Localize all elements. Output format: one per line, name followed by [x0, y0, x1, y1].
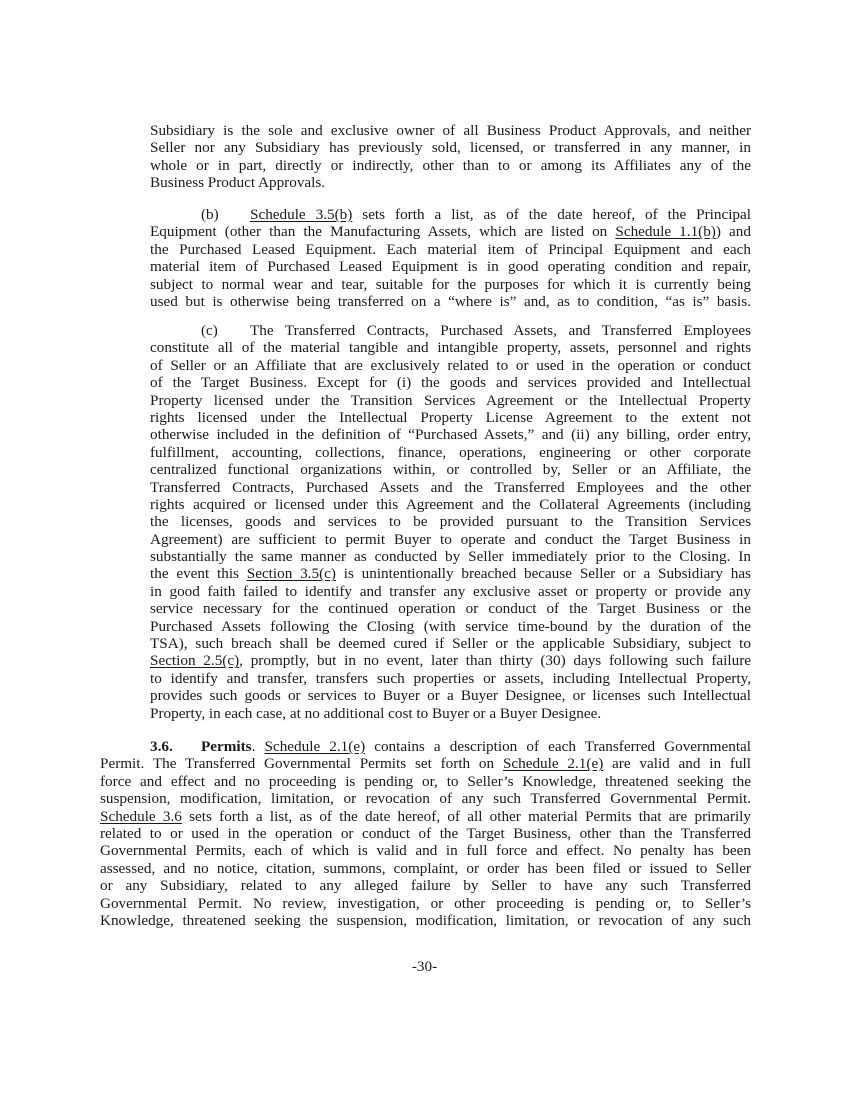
text-line	[100, 877, 751, 894]
text-line	[100, 790, 751, 807]
first-line-text	[250, 206, 751, 223]
text-segment: material item of Purchased Leased Equipment is in good operating condition and repair,	[150, 258, 751, 276]
text-segment: Governmental Permits, each of which is valid and in full force and effect. No penalty has been	[100, 842, 751, 860]
text-segment: , promptly, but in no event, later than thirty (30) days following such failure	[239, 652, 751, 670]
text-segment: Property, in each case, at no additional cost to Buyer or a Buyer Designee.	[150, 704, 602, 722]
text-segment: assessed, and no notice, citation, summons, complaint, or order has been filed or issued to Seller	[100, 859, 751, 877]
cross-reference: Schedule 3.5(b)	[250, 206, 353, 223]
text-segment: Property licensed under the Transition Services Agreement or the Intellectual Property	[150, 391, 751, 409]
cross-reference: Schedule 2.1(e)	[264, 738, 366, 755]
text-segment: in good faith failed to identify and transfer any exclusive asset or property or provide any	[150, 582, 751, 600]
text-segment: subject to normal wear and tear, suitable for the purposes for which it is currently being	[150, 275, 751, 293]
text-line	[150, 705, 751, 722]
first-line-text	[250, 322, 751, 339]
text-line	[150, 670, 751, 687]
text-line	[100, 773, 751, 790]
text-segment: sets forth a list, as of the date hereof, of all other material Permits that are primarily	[181, 807, 751, 825]
text-segment: or any Subsidiary, related to any alleged failure by Seller to have any such Transferred	[100, 877, 751, 895]
text-segment: Governmental Permit. No review, investigation, or other proceeding is pending or, to Seller’s	[100, 894, 751, 912]
text-segment: TSA), such breach shall be deemed cured if Seller or the applicable Subsidiary, subject to	[150, 635, 751, 653]
cross-reference: Section 2.5(c)	[150, 652, 240, 670]
text-segment: Equipment (other than the Manufacturing Assets, which are listed on	[150, 223, 616, 241]
text-segment: contains a description of each Transferred Governmental	[365, 738, 751, 755]
text-line	[150, 339, 751, 356]
text-segment: to identify and transfer, transfers such properties or assets, including Intellectual Property,	[150, 669, 751, 687]
text-segment: Transferred Contracts, Purchased Assets and the Transferred Employees and the other	[150, 478, 751, 496]
text-segment: provides such goods or services to Buyer or a Buyer Designee, or licenses such Intellectual	[150, 687, 751, 705]
paragraph-label: (b)	[201, 206, 219, 223]
cross-reference: Schedule 3.6	[100, 807, 182, 825]
text-segment: related to or used in the operation or conduct of the Target Business, other than the Transferred	[100, 824, 751, 842]
text-line	[150, 174, 751, 191]
page-number: -30-	[411, 958, 438, 975]
text-line	[150, 157, 751, 174]
section-heading: Permits	[201, 738, 252, 755]
text-segment: otherwise included in the definition of “Purchased Assets,” and (ii) any billing, order entry,	[150, 426, 751, 444]
text-line	[150, 565, 751, 582]
text-line	[150, 374, 751, 391]
text-line	[150, 461, 751, 478]
text-segment: used but is otherwise being transferred on a “where is” and, as to condition, “as is” basis.	[150, 292, 751, 310]
text-line	[150, 241, 751, 258]
text-line	[150, 409, 751, 426]
text-segment: Agreement) are sufficient to permit Buyer to operate and conduct the Target Business in	[150, 530, 751, 548]
paragraph-c-sufficiency	[150, 322, 751, 722]
text-segment: whole or in part, directly or indirectly, other than to or among its Affiliates any of the	[150, 156, 751, 174]
text-line	[150, 322, 751, 339]
text-line	[150, 223, 751, 240]
text-line	[100, 860, 751, 877]
text-line	[150, 357, 751, 374]
text-segment: Purchased Assets following the Closing (with service time-bound by the duration of the	[150, 617, 751, 635]
text-segment: of the Target Business. Except for (i) the goods and services provided and Intellectual	[150, 374, 751, 392]
text-segment: Seller nor any Subsidiary has previously sold, licensed, or transferred in any manner, in	[150, 139, 751, 157]
cross-reference: Schedule 1.1(b)	[615, 223, 716, 241]
text-line	[150, 687, 751, 704]
text-segment: are valid and in full	[603, 755, 751, 773]
text-line	[150, 635, 751, 652]
text-segment: ) and	[715, 223, 751, 241]
text-line	[100, 738, 751, 755]
text-segment: suspension, modification, limitation, or revocation of any such Transferred Governmental Permit.	[100, 790, 751, 808]
text-segment: the event this	[150, 565, 247, 583]
paragraph-continuation	[150, 122, 751, 192]
text-segment: substantially the same manner as conducted by Seller immediately prior to the Closing. In	[150, 548, 751, 566]
text-line	[150, 479, 751, 496]
text-segment: Subsidiary is the sole and exclusive owner of all Business Product Approvals, and neither	[150, 122, 751, 139]
paragraph-label: (c)	[201, 322, 218, 339]
text-segment: the licenses, goods and services to be provided pursuant to the Transition Services	[150, 513, 751, 531]
text-line	[150, 293, 751, 310]
text-segment: fulfillment, accounting, collections, finance, operations, engineering or other corporate	[150, 443, 751, 461]
text-segment: is unintentionally breached because Seller or a Subsidiary has	[335, 565, 751, 583]
text-line	[100, 842, 751, 859]
text-line	[150, 583, 751, 600]
first-line-text	[201, 738, 751, 755]
cross-reference: Section 3.5(c)	[246, 565, 336, 583]
text-line	[100, 895, 751, 912]
text-line	[100, 808, 751, 825]
section-3-6-permits	[100, 738, 751, 929]
text-segment: rights licensed under the Intellectual Property License Agreement to the extent not	[150, 408, 751, 426]
text-line	[150, 426, 751, 443]
cross-reference: Schedule 2.1(e)	[502, 755, 604, 773]
text-line	[150, 444, 751, 461]
text-line	[150, 276, 751, 293]
text-segment: .	[251, 738, 265, 755]
text-segment: centralized functional organizations within, or controlled by, Seller or an Affiliate, the	[150, 461, 751, 479]
text-line	[150, 600, 751, 617]
text-line	[150, 258, 751, 275]
text-line	[150, 652, 751, 669]
text-segment: of Seller or an Affiliate that are exclusively related to or used in the operation or conduct	[150, 356, 751, 374]
text-line	[150, 206, 751, 223]
paragraph-b-equipment	[150, 206, 751, 310]
text-line	[150, 513, 751, 530]
text-segment: force and effect and no proceeding is pending or, to Seller’s Knowledge, threatened seeking the	[100, 772, 751, 790]
text-segment: rights acquired or licensed under this Agreement and the Collateral Agreements (including	[150, 495, 751, 513]
text-segment: Knowledge, threatened seeking the suspension, modification, limitation, or revocation of any such	[100, 911, 751, 929]
text-line	[150, 531, 751, 548]
text-segment: constitute all of the material tangible and intangible property, assets, personnel and rights	[150, 339, 751, 357]
text-line	[150, 618, 751, 635]
text-segment: Permit. The Transferred Governmental Permits set forth on	[100, 755, 503, 773]
text-segment: the Purchased Leased Equipment. Each material item of Principal Equipment and each	[150, 240, 751, 258]
text-line	[100, 912, 751, 929]
text-segment: service necessary for the continued operation or conduct of the Target Business or the	[150, 600, 751, 618]
text-line	[150, 139, 751, 156]
text-line	[100, 755, 751, 772]
paragraph-label: 3.6.	[150, 738, 173, 755]
text-line	[100, 825, 751, 842]
text-line	[150, 496, 751, 513]
text-segment: Business Product Approvals.	[150, 174, 326, 192]
text-line	[150, 392, 751, 409]
text-segment: The Transferred Contracts, Purchased Assets, and Transferred Employees	[250, 322, 751, 339]
text-segment: sets forth a list, as of the date hereof, of the Principal	[352, 206, 751, 223]
text-line	[150, 548, 751, 565]
text-line	[150, 122, 751, 139]
